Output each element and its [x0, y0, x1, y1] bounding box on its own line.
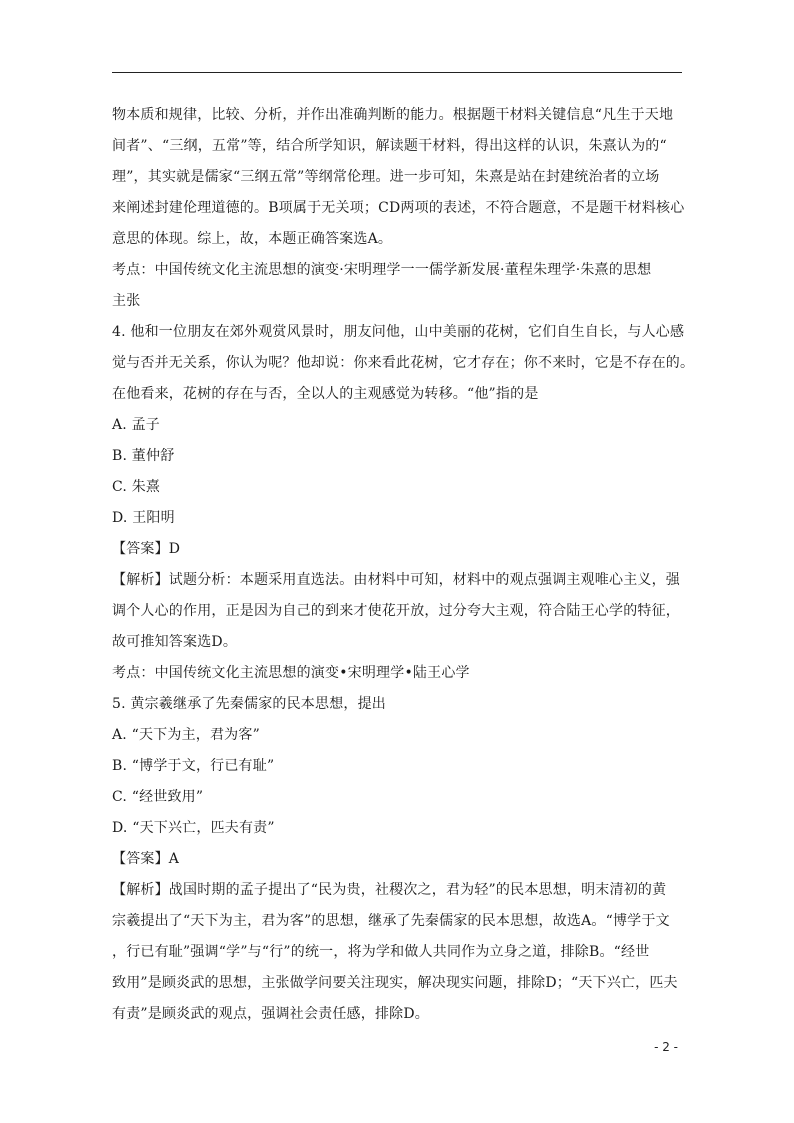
text-line: 意思的体现。综上，故，本题正确答案选A。 [112, 231, 393, 247]
header-rule [112, 72, 682, 73]
question-5-option-b: B. “博学于文，行已有耻” [112, 758, 275, 774]
text-line: 物本质和规律，比较、分析，并作出准确判断的能力。根据题干材料关键信息“凡生于天地 [112, 107, 674, 123]
question-4-stem: 在他看来，花树的存在与否，全以人的主观感觉为转移。“他”指的是 [112, 386, 539, 402]
question-4-analysis: 【解析】试题分析：本题采用直选法。由材料中可知，材料中的观点强调主观唯心主义，强 [112, 572, 680, 588]
kaodian-line: 考点：中国传统文化主流思想的演变•宋明理学•陆王心学 [112, 665, 470, 681]
question-5-option-a: A. “天下为主，君为客” [112, 727, 260, 743]
question-4-analysis: 故可推知答案选D。 [112, 634, 238, 650]
question-4-stem: 觉与否并无关系，你认为呢？他却说：你来看此花树，它才存在；你不来时，它是不存在的。 [112, 355, 695, 371]
question-4-answer: 【答案】D [112, 541, 181, 557]
question-4-analysis: 调个人心的作用，正是因为自己的到来才使花开放，过分夸大主观，符合陆王心学的特征， [112, 603, 680, 619]
question-4-option-c: C. 朱熹 [112, 479, 161, 495]
question-5-analysis: 【解析】战国时期的孟子提出了“民为贵，社稷次之，君为轻”的民本思想，明末清初的黄 [112, 882, 667, 898]
question-5-option-d: D. “天下兴亡，匹夫有责” [112, 820, 275, 836]
question-5-analysis: 宗羲提出了“天下为主，君为客”的思想，继承了先秦儒家的民本思想，故选A。“博学于文 [112, 913, 670, 929]
question-4-option-d: D. 王阳明 [112, 510, 175, 526]
question-5-analysis: 致用”是顾炎武的思想，主张做学问要关注现实，解决现实问题，排除D；“天下兴亡，匹夫 [112, 975, 678, 991]
text-line: 理”，其实就是儒家“三纲五常”等纲常伦理。进一步可知，朱熹是站在封建统治者的立场 [112, 169, 660, 185]
document-body [112, 100, 695, 1030]
question-4-option-a: A. 孟子 [112, 417, 161, 433]
question-4-option-b: B. 董仲舒 [112, 448, 175, 464]
question-5-analysis: 有责”是顾炎武的观点，强调社会责任感，排除D。 [112, 1006, 429, 1022]
text-line: 来阐述封建伦理道德的。B项属于无关项；CD两项的表述，不符合题意，不是题干材料核心 [112, 200, 685, 216]
question-5-stem: 5. 黄宗羲继承了先秦儒家的民本思想，提出 [112, 696, 387, 712]
question-5-answer: 【答案】A [112, 851, 180, 867]
question-5-analysis: ，行已有耻”强调“学”与“行”的统一，将为学和做人共同作为立身之道，排除B。“经世 [112, 944, 650, 960]
question-4-stem: 4. 他和一位朋友在郊外观赏风景时，朋友问他，山中美丽的花树，它们自生自长，与人心感 [112, 324, 685, 340]
text-line: 间者”、“三纲，五常”等，结合所学知识，解读题干材料，得出这样的认识，朱熹认为的“ [112, 138, 667, 154]
kaodian-line: 考点：中国传统文化主流思想的演变·宋明理学一一儒学新发展·董程朱理学·朱熹的思想 [112, 262, 652, 278]
page-number: - 2 - [654, 1040, 678, 1054]
question-5-option-c: C. “经世致用” [112, 789, 204, 805]
kaodian-line: 主张 [112, 293, 141, 309]
